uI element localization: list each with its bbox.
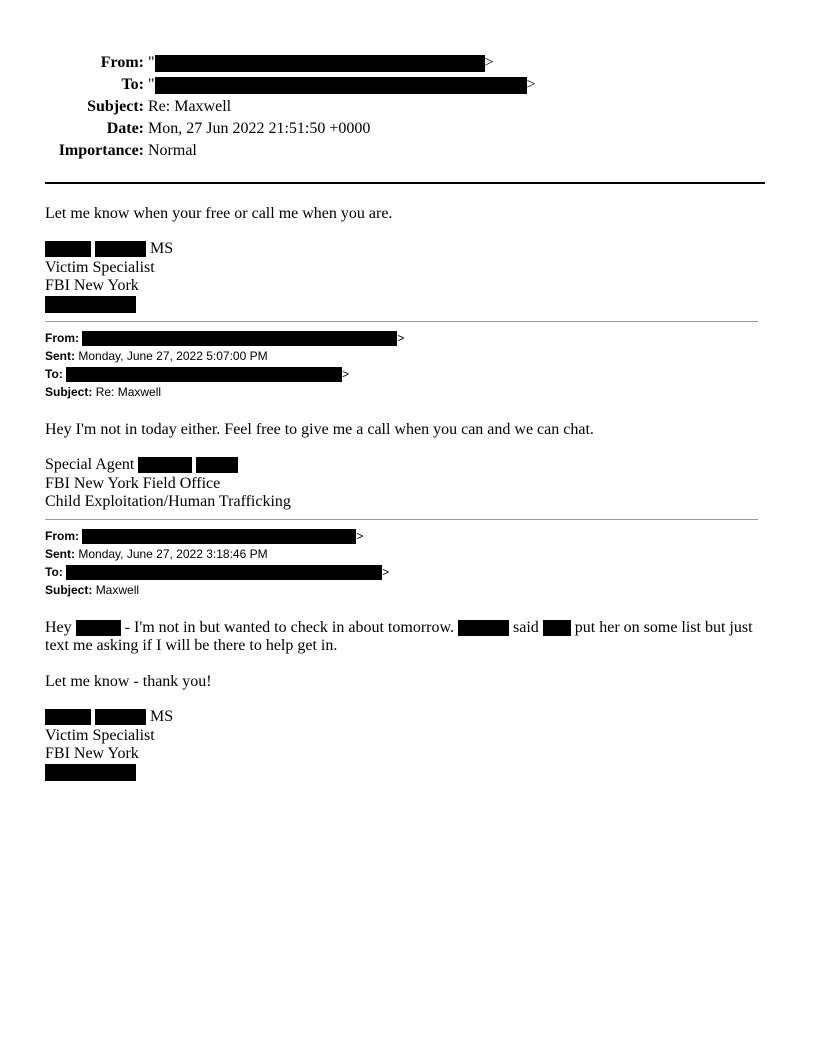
redacted-block xyxy=(155,55,485,72)
from-line xyxy=(45,329,404,347)
to-label: To: xyxy=(45,565,63,579)
signature-title: Victim Specialist xyxy=(45,259,155,276)
from-line xyxy=(45,527,363,545)
subject-value: Re: Maxwell xyxy=(148,98,232,115)
signature-name-line xyxy=(45,708,173,726)
from-close-bracket: > xyxy=(397,331,405,345)
subject-label: Subject: xyxy=(45,385,93,399)
subject-label: Subject: xyxy=(87,98,144,115)
from-close-bracket: > xyxy=(484,54,494,71)
redacted-block xyxy=(543,620,571,636)
to-label: To: xyxy=(45,367,63,381)
importance-value: Normal xyxy=(148,142,197,159)
from-label: From: xyxy=(100,54,144,71)
date-label: Date: xyxy=(106,120,144,137)
to-close-bracket: > xyxy=(382,565,390,579)
signature-suffix: MS xyxy=(150,708,174,725)
to-close-bracket: > xyxy=(342,367,350,381)
body-text: put her on some list but just xyxy=(574,619,753,636)
redacted-block xyxy=(155,77,527,94)
subject-line xyxy=(45,581,139,599)
redacted-block xyxy=(76,620,121,636)
to-open-quote: " xyxy=(148,76,155,93)
signature-name-line xyxy=(45,240,173,258)
signature-title: Victim Specialist xyxy=(45,727,155,744)
redacted-block xyxy=(45,296,136,313)
subject-value: Maxwell xyxy=(95,583,140,597)
sent-line xyxy=(45,545,268,563)
signature-prefix: Special Agent xyxy=(45,456,135,473)
redacted-block xyxy=(66,565,382,580)
redacted-block xyxy=(82,331,397,346)
message-closing: Let me know - thank you! xyxy=(45,673,212,690)
subject-line xyxy=(45,383,161,401)
signature-name-line xyxy=(45,456,238,474)
redacted-block xyxy=(458,620,509,636)
message-divider xyxy=(45,321,758,322)
sent-value: Monday, June 27, 2022 3:18:46 PM xyxy=(78,547,268,561)
redacted-block xyxy=(196,457,238,473)
message-body: Let me know when your free or call me when you are. xyxy=(45,205,393,222)
to-close-bracket: > xyxy=(526,76,536,93)
redacted-block xyxy=(66,367,342,382)
date-value: Mon, 27 Jun 2022 21:51:50 +0000 xyxy=(148,120,371,137)
signature-office: FBI New York Field Office xyxy=(45,475,221,492)
signature-unit: Child Exploitation/Human Trafficking xyxy=(45,493,291,510)
signature-suffix: MS xyxy=(150,240,174,257)
sent-value: Monday, June 27, 2022 5:07:00 PM xyxy=(78,349,268,363)
body-text: said xyxy=(512,619,539,636)
from-label: From: xyxy=(45,331,79,345)
from-value xyxy=(148,54,494,72)
redacted-block xyxy=(45,241,91,257)
subject-value: Re: Maxwell xyxy=(95,385,162,399)
message-body-line-2: text me asking if I will be there to help get in. xyxy=(45,637,338,654)
redacted-block xyxy=(95,709,146,725)
signature-org: FBI New York xyxy=(45,745,139,762)
from-label: From: xyxy=(45,529,79,543)
from-open-quote: " xyxy=(148,54,155,71)
sent-label: Sent: xyxy=(45,349,75,363)
redacted-block xyxy=(45,709,91,725)
from-close-bracket: > xyxy=(356,529,364,543)
to-value xyxy=(148,76,536,94)
redacted-block xyxy=(45,764,136,781)
message-body-line-1 xyxy=(45,619,753,637)
message-divider xyxy=(45,519,758,520)
to-line xyxy=(45,563,389,581)
signature-org: FBI New York xyxy=(45,277,139,294)
sent-label: Sent: xyxy=(45,547,75,561)
sent-line xyxy=(45,347,268,365)
redacted-block xyxy=(95,241,146,257)
to-label: To: xyxy=(121,76,144,93)
subject-label: Subject: xyxy=(45,583,93,597)
header-divider xyxy=(45,182,765,184)
redacted-block xyxy=(82,529,356,544)
message-body: Hey I'm not in today either. Feel free to give me a call when you can and we can chat. xyxy=(45,421,594,438)
importance-label: Importance: xyxy=(58,142,144,159)
to-line xyxy=(45,365,349,383)
body-text: Hey xyxy=(45,619,72,636)
body-text: - I'm not in but wanted to check in about tomorrow. xyxy=(124,619,454,636)
redacted-block xyxy=(138,457,192,473)
